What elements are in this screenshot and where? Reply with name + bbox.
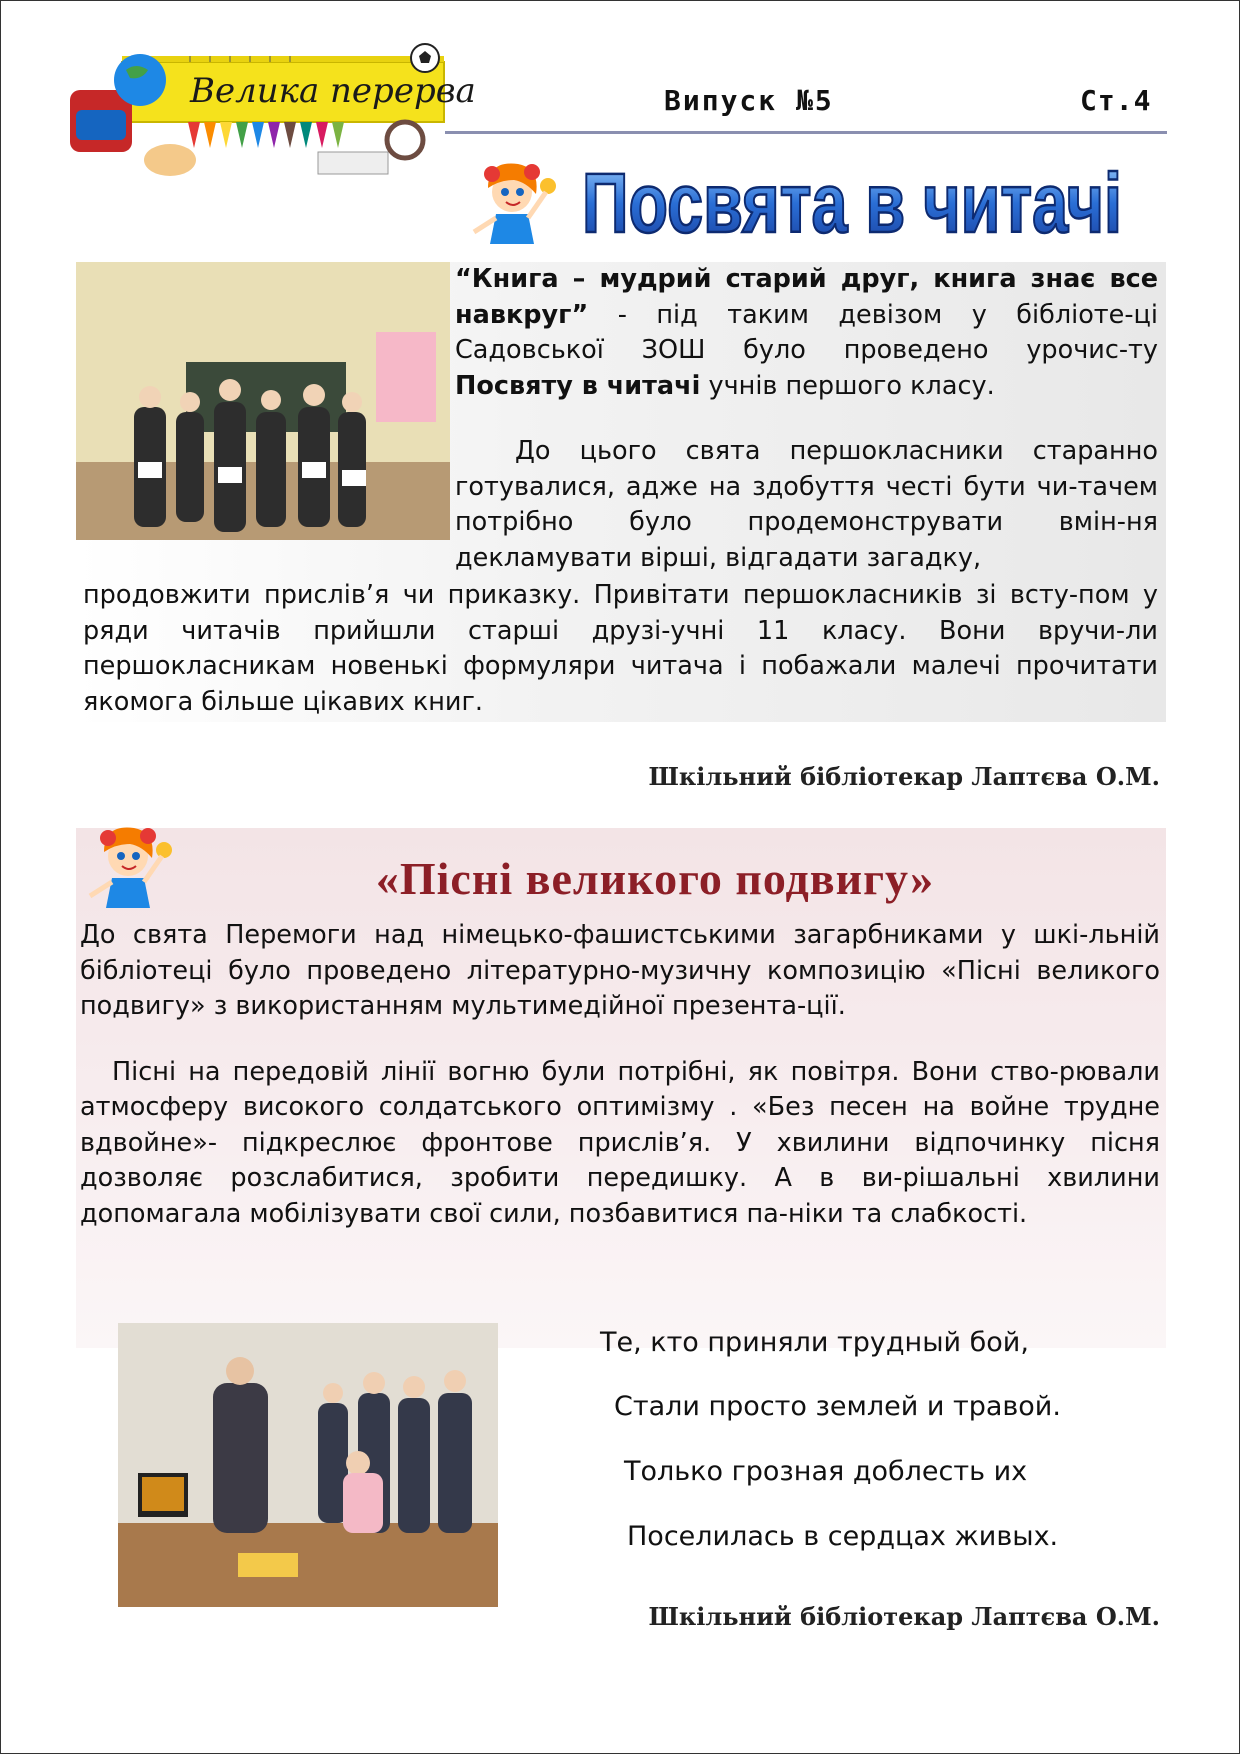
svg-text:Посвята в читачі: Посвята в читачі [582, 156, 1122, 250]
page-number: Ст.4 [1080, 84, 1152, 117]
section1-paragraph2-part1: До цього свята першокласники старанно готувалися, адже на здобуття честі бути чи-тачем потрібно було продемонструвати вмін-ня декламувати вірші, відгадати загадку, [455, 436, 1158, 573]
svg-text:Велика перерва: Велика перерва [190, 71, 476, 111]
poem-line: Поселилась в сердцах живых. [627, 1521, 1059, 1552]
section2-signature: Шкільний бібліотекар Лаптєва О.М. [648, 1602, 1160, 1631]
poem-line: Стали просто землей и травой. [614, 1391, 1061, 1422]
event-name: Посвяту в читачі [455, 370, 701, 401]
poem-line: Те, кто приняли трудный бой, [600, 1327, 1029, 1358]
section2-paragraph1: До свята Перемоги над німецько-фашистськими загарбниками у шкі-льній бібліотеці було проведено літературно-музичну композицію «Пісні великого подвигу» з використанням мультимедійної презента-ції. [80, 920, 1160, 1021]
section1-title [572, 150, 1132, 258]
photo-first-graders [76, 262, 450, 540]
section1-intro [455, 262, 1158, 576]
section1-paragraph2-part2: продовжити прислів’я чи приказку. Привітати першокласників зі всту-пом у ряди читачів прийшли старші друзі-учні 11 класу. Вони вручи-ли першокласникам новенькі формуляри читача і побажали малечі прочитати якомога більше цікавих книг. [83, 580, 1158, 717]
intro-end: учнів першого класу. [700, 370, 995, 401]
section2-title: «Пісні великого подвигу» [375, 853, 935, 904]
header-divider [445, 131, 1167, 134]
section2-paragraph2: Пісні на передовій лінії вогню були потрібні, як повітря. Вони ство-рювали атмосферу високого солдатського оптимізму . «Без песен на войне трудне вдвойне»- підкреслює фронтове прислів’я. У хвилини відпочинку пісня дозволяє розслабитися, зробити передишку. А в ви-рішальні хвилини допомагала мобілізувати свої сили, позбавитися па-ніки та слабкості. [80, 1056, 1160, 1229]
motto-quote: “Книга – мудрий старий друг, книга знає все навкруг” [455, 264, 1158, 330]
poem-line: Только грозная доблесть их [624, 1456, 1028, 1487]
section1-signature: Шкільний бібліотекар Лаптєва О.М. [648, 762, 1160, 791]
newspaper-logo [60, 40, 476, 180]
mascot-icon [464, 152, 564, 252]
section2-body [80, 918, 1160, 1232]
photo-library-event [118, 1323, 498, 1607]
intro-text: - під таким девізом у бібліоте-ці Садовської ЗОШ було проведено урочис-ту [455, 299, 1158, 365]
issue-number: Випуск №5 [664, 84, 834, 117]
